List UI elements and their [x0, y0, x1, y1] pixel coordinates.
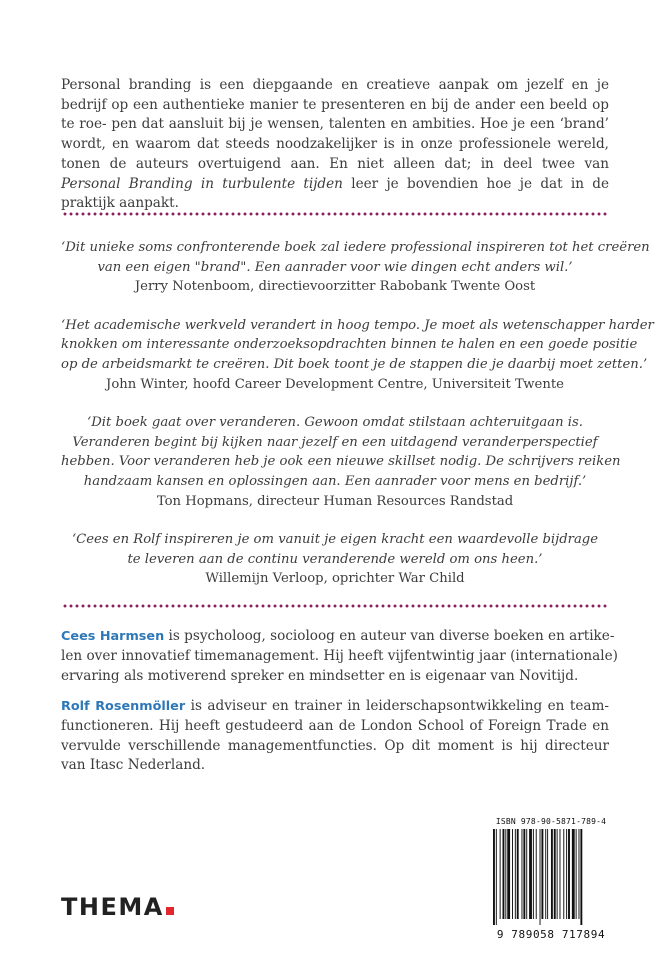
- quote-text-line: ‘Dit unieke soms confronterende boek zal iedere professional inspireren tot het creëren: [61, 240, 650, 255]
- dotted-divider-bottom: [62, 604, 608, 608]
- barcode-icon: [493, 829, 609, 925]
- barcode-bar: [496, 829, 497, 925]
- barcode-bar: [500, 829, 501, 919]
- quote-text-line: knokken om interessante onderzoeksopdrachten binnen te halen en een goede positie: [61, 337, 638, 353]
- barcode-bar: [505, 829, 506, 919]
- bio-line: Rolf Rosenmöller is adviseur en trainer in leiderschapsontwikkeling en team-: [61, 698, 609, 714]
- bio-line: len over innovatief timemanagement. Hij heeft vijfentwintig jaar (internationale): [61, 647, 618, 664]
- quote-author: John Winter, hoofd Career Development Centre, Universiteit Twente: [106, 376, 564, 392]
- quotes-section: [61, 238, 654, 589]
- ean-number: 9 789058 717894: [496, 928, 606, 941]
- intro-line-2: op een authentieke manier te presenteren en bij de ander een beeld op te roe-: [61, 96, 609, 133]
- quote-author: Ton Hopmans, directeur Human Resources Randstad: [156, 493, 514, 509]
- barcode-bar: [512, 829, 513, 919]
- bio-rosenmoller: [61, 697, 609, 776]
- publisher-name: THEMA: [61, 893, 164, 921]
- quote-author: Willemijn Verloop, oprichter War Child: [205, 571, 465, 587]
- quote-author: Jerry Notenboom, directievoorzitter Rabobank Twente Oost: [134, 279, 536, 295]
- quote-text-line: op de arbeidsmarkt te creëren. Dit boek toont je de stappen die je daarbij moet zetten.’: [61, 356, 648, 372]
- barcode-bar: [503, 829, 505, 919]
- intro-line-5: auteurs overtuigend aan. En niet alleen dat; in deel twee van: [135, 155, 609, 172]
- quote-text-line: Veranderen begint bij kijken naar jezelf en een uitdagend veranderperspectief: [72, 434, 598, 450]
- bio-harmsen: [61, 627, 618, 686]
- quote-text-line: ‘Cees en Rolf inspireren je om vanuit je eigen kracht een waardevolle bijdrage: [71, 532, 599, 548]
- intro-ending: leer je bovendien hoe je dat in de praktijk aanpakt.: [61, 175, 610, 212]
- quote-notenboom: [61, 238, 650, 297]
- book-title-part-2: turbulente tijden: [222, 175, 343, 192]
- quote-text-line: hebben. Voor veranderen heb je ook een nieuwe skillset nodig. De schrijvers reiken: [61, 454, 621, 470]
- barcode-bar: [493, 829, 495, 925]
- isbn-label: ISBN 978-90-5871-789-4: [495, 817, 607, 826]
- barcode-bar: [551, 829, 553, 919]
- barcode-bar: [515, 829, 516, 919]
- publisher-logo: [61, 893, 174, 921]
- intro-line-1: Personal branding is een diepgaande en creatieve aanpak om jezelf en je bedrijf: [61, 77, 609, 113]
- author-name: Cees Harmsen: [61, 629, 165, 644]
- bio-line: functioneren. Hij heeft gestudeerd aan de London School of Foreign Trade en: [61, 717, 609, 734]
- barcode-bar: [547, 829, 548, 919]
- quote-text-line: ‘Het academische werkveld verandert in hoog tempo. Je moet als wetenschapper harder: [61, 317, 654, 333]
- quote-text-line: van een eigen "brand". Een aanrader voor wie dingen echt anders wil.’: [97, 259, 573, 275]
- intro-paragraph: [61, 76, 609, 214]
- barcode-bar: [579, 829, 580, 919]
- quote-text-line: ‘Dit boek gaat over veranderen. Gewoon omdat stilstaan achteruitgaan is.: [87, 415, 583, 431]
- barcode-bar: [557, 829, 558, 919]
- barcode-bar: [572, 829, 575, 919]
- bio-line: Cees Harmsen is psycholoog, socioloog en auteur van diverse boeken en artike-: [61, 628, 615, 644]
- barcode-bar: [541, 829, 543, 919]
- logo-dot-icon: [166, 907, 174, 915]
- barcode-bar: [523, 829, 525, 919]
- barcode-bar: [529, 829, 532, 919]
- bio-line: ervaring als motiverend spreker en mindsetter en is eigenaar van Novitijd.: [61, 667, 579, 684]
- quote-text-line: te leveren aan de continu veranderende wereld om ons heen.’: [127, 551, 543, 567]
- bio-line: vervulde verschillende managementfuncties. Op dit moment is hij directeur: [61, 737, 609, 754]
- book-title-part-1: Personal Branding in: [61, 175, 214, 192]
- barcode-bar: [533, 829, 534, 919]
- barcode-bar: [566, 829, 567, 919]
- author-name: Rolf Rosenmöller: [61, 699, 186, 714]
- quote-verloop: [61, 530, 609, 589]
- barcode-bar: [507, 829, 510, 919]
- barcode-bar: [568, 829, 570, 919]
- barcode-bar: [580, 829, 582, 925]
- barcode-bar: [554, 829, 556, 919]
- barcode-bar: [526, 829, 527, 919]
- intro-line-3: pen dat aansluit bij je wensen, talenten en ambities. Hoe je een ‘brand’ wordt,: [61, 116, 609, 153]
- barcode-bar: [522, 829, 523, 919]
- quote-hopmans: [61, 413, 621, 511]
- bio-line: van Itasc Nederland.: [61, 757, 206, 774]
- barcode-bar: [560, 829, 561, 919]
- dotted-divider-top: [62, 212, 608, 216]
- quote-text-line: handzaam kansen en oplossingen aan. Een aanrader voor mens en bedrijf.’: [83, 473, 587, 489]
- barcode-bar: [576, 829, 577, 919]
- barcode-bar: [540, 829, 541, 925]
- barcode-bar: [536, 829, 537, 919]
- barcode-bar: [517, 829, 519, 919]
- barcode-bar: [563, 829, 564, 919]
- barcode-bar: [545, 829, 546, 919]
- quote-winter: [61, 316, 654, 394]
- intro-line-4: en waarom dat steeds noodzakelijker is in onze professionele wereld, tonen de: [61, 136, 609, 172]
